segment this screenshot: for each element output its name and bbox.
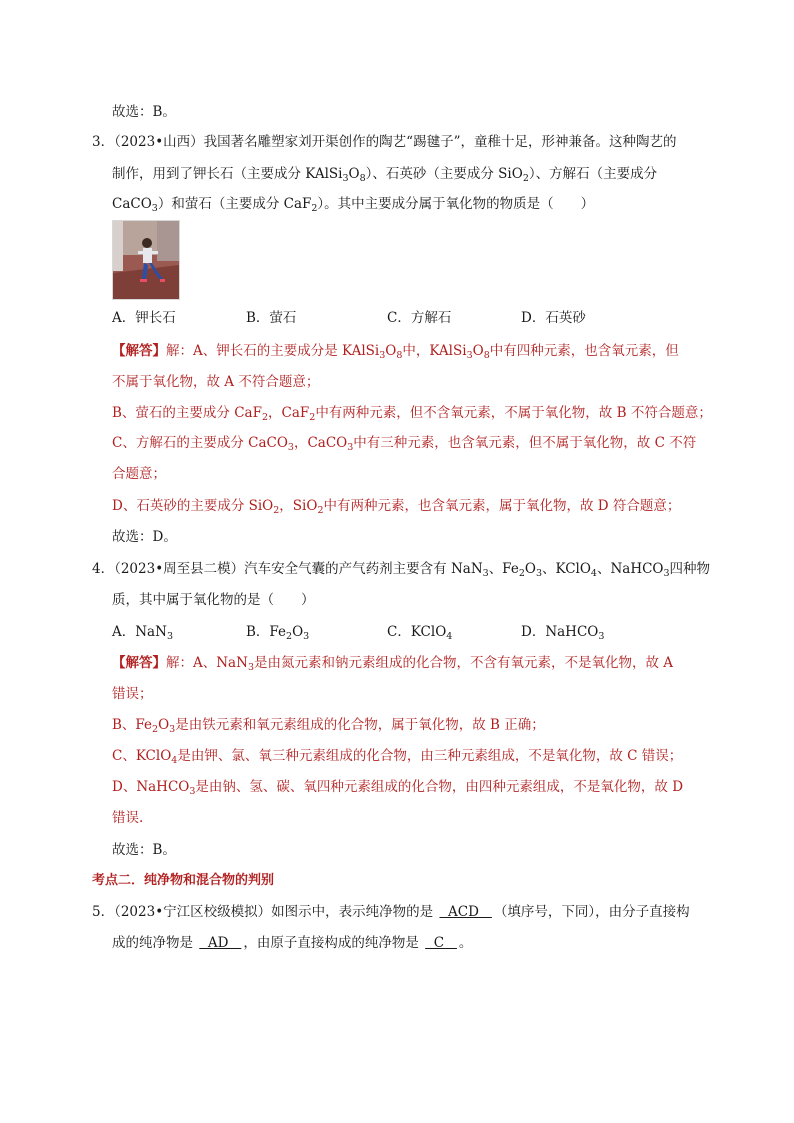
q4-final-answer: 故选：B。	[112, 842, 176, 858]
q4-answer-line-1: 【解答】解：A、NaN$_3$是由氮元素和钠元素组成的化合物，不含有氧元素，不是氧化物，故 A	[112, 655, 674, 673]
q3-answer-line-6: D、石英砂的主要成分 SiO$_2$，SiO$_2$中有两种元素，也含氧元素，属于氧化物，故 D 符合题意；	[112, 498, 681, 516]
q3-final-answer: 故选：D。	[112, 529, 177, 545]
q3-answer-line-3: B、萤石的主要成分 CaF$_2$，CaF$_2$中有两种元素，但不含氧元素，不属于氧化物，故 B 不符合题意；	[112, 405, 712, 423]
q4-answer-line-3: B、$Fe_2O_3$是由铁元素和氧元素组成的化合物，属于氧化物，故 B 正确；	[112, 717, 545, 735]
q4-answer-line-2: 错误；	[112, 686, 153, 702]
q5-blank-1: ACD	[439, 904, 492, 920]
option-c[interactable]: C．方解石	[387, 310, 452, 326]
section-heading: 考点二．纯净物和混合物的判别	[92, 873, 275, 888]
question-3-line-3: CaCO$_3$）和萤石（主要成分 CaF$_2$）。其中主要成分属于氧化物的物质是（ ）	[112, 196, 595, 214]
q4-option-a[interactable]: A．NaN$_3$	[112, 624, 173, 642]
q5-blank-2: AD	[199, 935, 242, 951]
q4-answer-line-6: 错误.	[112, 810, 144, 826]
q4-answer-line-5: D、NaHCO$_3$是由钠、氢、碳、氧四种元素组成的化合物，由四种元素组成，不是氧化物，故 D	[112, 779, 684, 797]
q4-option-c[interactable]: C．KClO$_4$	[387, 624, 453, 642]
option-a[interactable]: A．钾长石	[112, 310, 176, 326]
q3-answer-line-1: 【解答】解：A、钾长石的主要成分是 $KAlSi_3O_8$中，$KAlSi_3O_8$中有四种元素，也含氧元素，但	[112, 343, 679, 361]
option-b[interactable]: B．萤石	[246, 310, 297, 326]
question-5-line-1: 5．（2023•宁江区校级模拟）如图示中，表示纯净物的是 ACD （填序号，下同），由分子直接构	[92, 904, 690, 920]
q5-blank-3: C	[425, 935, 457, 951]
q4-answer-line-4: C、KClO$_4$是由钾、氯、氧三种元素组成的化合物，由三种元素组成，不是氧化物，故 C 错误；	[112, 748, 683, 766]
question-3-line-2: 制作，用到了钾长石（主要成分 $KAlSi_3O_8$）、石英砂（主要成分 SiO$_2$）、方解石（主要成分	[112, 166, 658, 184]
question-3-line-1: 3．（2023•山西）我国著名雕塑家刘开渠创作的陶艺“踢毽子”，童稚十足，形神兼备。这种陶艺的	[92, 134, 677, 150]
q3-answer-line-4: C、方解石的主要成分 CaCO$_3$，CaCO$_3$中有三种元素，也含氧元素，但不属于氧化物，故 C 不符	[112, 435, 697, 453]
previous-answer: 故选：B。	[112, 104, 176, 120]
child-playing-shuttlecock-photo-icon	[113, 221, 179, 299]
q4-option-b[interactable]: B．$Fe_2O_3$	[246, 624, 310, 642]
q4-option-d[interactable]: D．NaHCO$_3$	[521, 624, 605, 642]
q3-answer-line-5: 合题意；	[112, 466, 166, 482]
question-5-line-2: 成的纯净物是 AD ，由原子直接构成的纯净物是 C 。	[112, 935, 473, 951]
question-4-line-2: 质，其中属于氧化物的是（ ）	[112, 592, 315, 608]
option-d[interactable]: D．石英砂	[521, 310, 586, 326]
shuttlecock-photo	[112, 220, 180, 300]
q3-answer-line-2: 不属于氧化物，故 A 不符合题意；	[112, 374, 320, 390]
question-4-line-1: 4．（2023•周至县二模）汽车安全气囊的产气药剂主要含有 NaN$_3$、$Fe_2O_3$、KClO$_4$、NaHCO$_3$四种物	[92, 561, 711, 579]
